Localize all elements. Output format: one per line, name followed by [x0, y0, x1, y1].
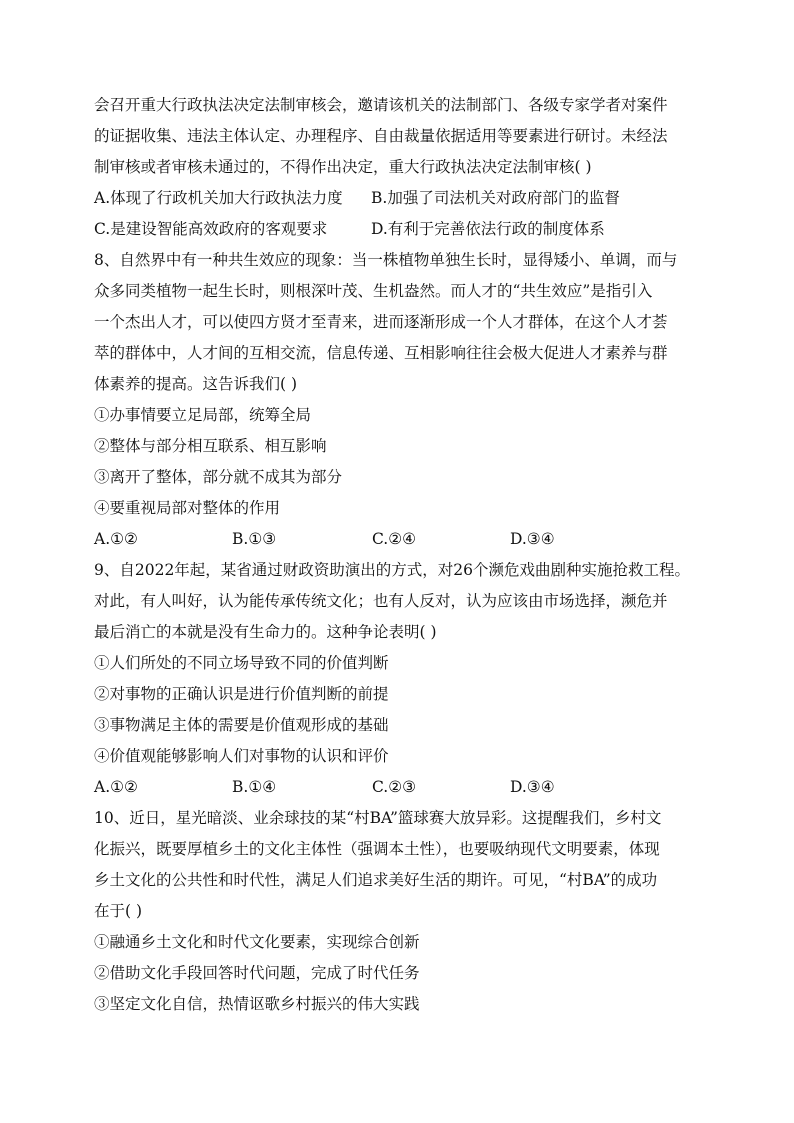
q8-stem-line: 萃的群体中，人才间的互相交流，信息传递、互相影响往往会极大促进人才素养与群	[94, 344, 668, 362]
q8-item: ③离开了整体，部分就不成其为部分	[94, 468, 343, 486]
q9-option-a: A.①②	[94, 778, 138, 796]
q7-option-b: B.加强了司法机关对政府部门的监督	[371, 189, 620, 207]
q10-stem-line: 化振兴，既要厚植乡土的文化主体性（强调本土性），也要吸纳现代文明要素，体现	[94, 840, 660, 858]
q7-option-a: A.体现了行政机关加大行政执法力度	[94, 189, 343, 207]
q8-option-c: C.②④	[372, 530, 417, 548]
q7-option-d: D.有利于完善依法行政的制度体系	[371, 220, 605, 238]
question-8	[94, 245, 714, 555]
q9-option-c: C.②③	[372, 778, 417, 796]
q7-options-row-1	[94, 183, 714, 214]
q10-item: ③坚定文化自信，热情讴歌乡村振兴的伟大实践	[94, 995, 420, 1013]
q9-stem-line: 9、自2022年起，某省通过财政资助演出的方式，对26个濒危戏曲剧种实施抢救工程。	[94, 561, 691, 579]
q7-stem-line: 会召开重大行政执法决定法制审核会，邀请该机关的法制部门、各级专家学者对案件	[94, 96, 668, 114]
question-7	[94, 90, 714, 245]
q8-option-a: A.①②	[94, 530, 138, 548]
q10-item: ②借助文化手段回答时代问题，完成了时代任务	[94, 964, 420, 982]
q8-stem-line: 体素养的提高。这告诉我们( )	[94, 375, 298, 393]
q9-option-b: B.①④	[232, 778, 277, 796]
q9-item: ①人们所处的不同立场导致不同的价值判断	[94, 654, 389, 672]
q9-option-d: D.③④	[510, 778, 555, 796]
q8-stem-line: 众多同类植物一起生长时，则根深叶茂、生机盎然。而人才的“共生效应”是指引入	[94, 282, 653, 300]
q8-options	[94, 524, 714, 555]
q8-item: ②整体与部分相互联系、相互影响	[94, 437, 327, 455]
q7-stem-line: 制审核或者审核未通过的，不得作出决定，重大行政执法决定法制审核( )	[94, 158, 592, 176]
q8-item: ④要重视局部对整体的作用	[94, 499, 281, 517]
question-10	[94, 803, 714, 1020]
q8-stem-line: 一个杰出人才，可以使四方贤才至青来，进而逐渐形成一个人才群体，在这个人才荟	[94, 313, 668, 331]
q10-stem-line: 10、近日，星光暗淡、业余球技的某“村BA”篮球赛大放异彩。这提醒我们，乡村文	[94, 809, 662, 827]
q7-option-c: C.是建设智能高效政府的客观要求	[94, 220, 328, 238]
q9-item: ②对事物的正确认识是进行价值判断的前提	[94, 685, 389, 703]
question-9	[94, 555, 714, 803]
q9-stem-line: 对此，有人叫好，认为能传承传统文化；也有人反对，认为应该由市场选择，濒危并	[94, 592, 668, 610]
q8-option-d: D.③④	[510, 530, 555, 548]
q8-item: ①办事情要立足局部，统筹全局	[94, 406, 312, 424]
q8-option-b: B.①③	[232, 530, 277, 548]
q10-stem-line: 乡土文化的公共性和时代性，满足人们追求美好生活的期许。可见，“村BA”的成功	[94, 871, 658, 889]
q9-options	[94, 772, 714, 803]
q10-item: ①融通乡土文化和时代文化要素，实现综合创新	[94, 933, 420, 951]
q7-stem-line: 的证据收集、违法主体认定、办理程序、自由裁量依据适用等要素进行研讨。未经法	[94, 127, 668, 145]
q9-item: ③事物满足主体的需要是价值观形成的基础	[94, 716, 389, 734]
q8-stem-line: 8、自然界中有一种共生效应的现象：当一株植物单独生长时，显得矮小、单调，而与	[94, 251, 678, 269]
q10-stem-line: 在于( )	[94, 902, 143, 920]
q9-stem-line: 最后消亡的本就是没有生命力的。这种争论表明( )	[94, 623, 437, 641]
exam-page	[94, 90, 714, 1020]
q9-item: ④价值观能够影响人们对事物的认识和评价	[94, 747, 389, 765]
q7-options-row-2	[94, 214, 714, 245]
